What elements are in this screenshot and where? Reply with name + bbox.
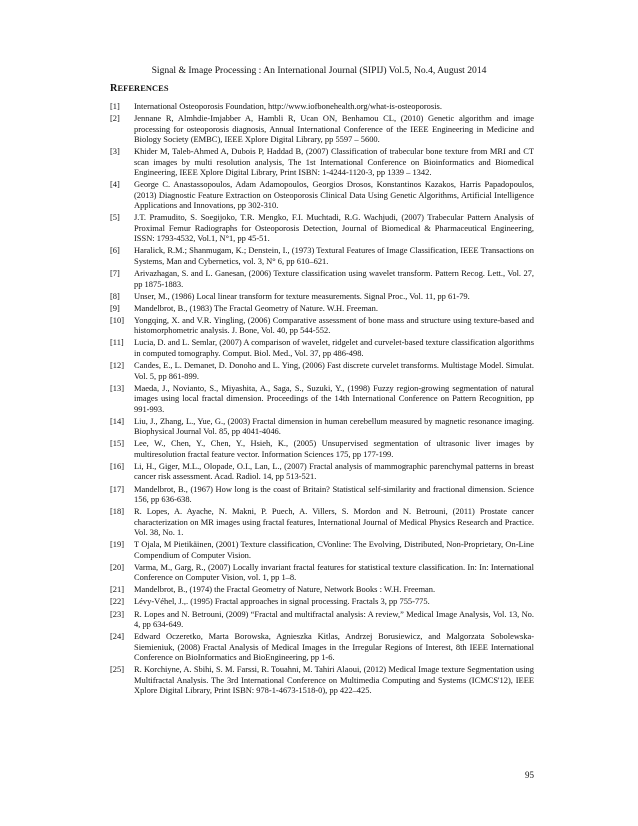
reference-text: Jennane R, Almhdie-Imjabber A, Hambli R, Ucan ON, Benhamou CL, (2010) Genetic algorithm and image processing for osteoporosis diagnosis, Annual International Conference of the IEEE Engineering in Medicine and Biology Society (EMBC), IEEE Xplore Digital Library, pp 5597 – 5600.: [134, 113, 534, 145]
reference-item: [110, 584, 534, 595]
reference-item: [110, 506, 534, 538]
reference-list: [110, 101, 534, 697]
reference-item: [110, 461, 534, 482]
reference-text: Unser, M., (1986) Local linear transform for texture measurements. Signal Proc., Vol. 11, pp 61-79.: [134, 290, 470, 301]
reference-text: Liu, J., Zhang, L., Yue, G., (2003) Fractal dimension in human cerebellum measured by magnetic resonance imaging. Biophysical Journal Vol. 85, pp 4041-4046.: [134, 415, 534, 437]
reference-number: [20]: [110, 561, 125, 572]
reference-number: [17]: [110, 483, 125, 494]
reference-number: [4]: [110, 179, 120, 190]
reference-number: [21]: [110, 584, 125, 595]
references-heading-initial: R: [110, 83, 118, 94]
reference-number: [19]: [110, 539, 125, 550]
reference-number: [23]: [110, 608, 125, 619]
reference-number: [14]: [110, 415, 125, 426]
reference-text: Khider M, Taleb-Ahmed A, Dubois P, Haddad B, (2007) Classification of trabecular bone texture from MRI and CT scan images by multi resolution analysis, The 1st International Conference on Bioinformatics and Biomedical Engineering, IEEE Xplore Digital Library, Print ISBN: 1-4244-1120-3, pp 1339 – 1342.: [134, 146, 534, 178]
reference-text: R. Lopes and N. Betrouni, (2009) “Fractal and multifractal analysis: A review,” Medical Image Analysis, Vol. 13, No. 4, pp 634-649.: [134, 608, 534, 630]
references-heading-rest: EFERENCES: [117, 84, 169, 93]
reference-item: [110, 268, 534, 289]
reference-number: [2]: [110, 113, 120, 124]
reference-item: [110, 101, 534, 112]
reference-number: [6]: [110, 245, 120, 256]
reference-item: [110, 337, 534, 358]
reference-number: [10]: [110, 314, 125, 325]
reference-number: [24]: [110, 631, 125, 642]
reference-item: [110, 360, 534, 381]
reference-text: Candes, E., L. Demanet, D. Donoho and L. Ying, (2006) Fast discrete curvelet transforms. Multistage Model. Simulat. Vol. 5, pp 861-899.: [134, 360, 534, 381]
reference-text: Edward Oczeretko, Marta Borowska, Agnieszka Kitlas, Andrzej Borusiewicz, and Malgorzata Sobolewska-Siemieniuk, (2008) Fractal Analysis of Medical Images in the Irregular Regions of Interest, 8th IEEE International Conference on BioInformatics and BioEngineering, pp 1-6.: [134, 631, 534, 663]
reference-text: Mandelbrot, B., (1967) How long is the coast of Britain? Statistical self-similarity and fractional dimension. Science 156, pp 636-638.: [134, 483, 534, 504]
reference-item: [110, 438, 534, 459]
reference-item: [110, 539, 534, 560]
reference-text: Yongqing, X. and V.R. Yingling, (2006) Comparative assessment of bone mass and structure using texture-based and histomorphometric analysis. J. Bone, Vol. 40, pp 544-552.: [134, 314, 534, 336]
reference-item: [110, 664, 534, 696]
reference-number: [25]: [110, 664, 125, 675]
reference-number: [3]: [110, 146, 120, 157]
reference-text: R. Lopes, A. Ayache, N. Makni, P. Puech, A. Villers, S. Mordon and N. Betrouni, (2011) Prostate cancer characterization on MR images using fractal features, International Journal of Medical Physics Research and Practice. Vol. 38, No. 1.: [134, 506, 534, 538]
reference-item: [110, 212, 534, 244]
reference-text: George C. Anastassopoulos, Adam Adamopoulos, Georgios Drosos, Konstantinos Kazakos, Harris Papadopoulos, (2013) Diagnostic Feature Extraction on Osteoporosis Clinical Data Using Genetic Algorithms, Artificial Intelligence Applications and Innovations, pp 302-310.: [134, 179, 534, 211]
reference-text: Varma, M., Garg, R., (2007) Locally invariant fractal features for statistical texture classification. In: In: International Conference on Computer Vision, vol. 1, pp 1–8.: [134, 561, 534, 583]
reference-text: Maeda, J., Novianto, S., Miyashita, A., Saga, S., Suzuki, Y., (1998) Fuzzy region-growing segmentation of natural images using local fractal dimension. Proceedings of the 14th International Conference on Pattern Recognition, pp 991-993.: [134, 382, 534, 414]
reference-item: [110, 303, 534, 314]
reference-text: Arivazhagan, S. and L. Ganesan, (2006) Texture classification using wavelet transform. Pattern Recog. Lett., Vol. 27, pp 1875-1883.: [134, 268, 534, 289]
reference-text: Mandelbrot, B., (1974) the Fractal Geometry of Nature, Network Books : W.H. Freeman.: [134, 584, 436, 595]
reference-text: Li, H., Giger, M.L., Olopade, O.I., Lan, L., (2007) Fractal analysis of mammographic parenchymal patterns in breast cancer risk assessment. Acad. Radiol. 14, pp 513-521.: [134, 460, 534, 482]
reference-text: T Ojala, M Pietikäinen, (2001) Texture classification, CVonline: The Evolving, Distributed, Non-Proprietary, On-Line Compendium of Computer Vision.: [134, 539, 534, 560]
reference-text: Haralick, R.M.; Shanmugam, K.; Denstein, I., (1973) Textural Features of Image Classification, IEEE Transactions on Systems, Man and Cybernetics, vol. 3, N° 6, pp 610–621.: [134, 245, 534, 266]
reference-item: [110, 562, 534, 583]
reference-number: [11]: [110, 337, 124, 348]
reference-number: [22]: [110, 596, 125, 607]
reference-item: [110, 179, 534, 211]
reference-text: Lee, W., Chen, Y., Chen, Y., Hsieh, K., (2005) Unsupervised segmentation of ultrasonic liver images by multiresolution fractal feature vector. Information Sciences 175, pp 177-199.: [134, 438, 534, 459]
reference-item: [110, 596, 534, 607]
reference-number: [9]: [110, 302, 120, 313]
reference-item: [110, 315, 534, 336]
reference-number: [12]: [110, 360, 125, 371]
references-heading: [110, 83, 169, 95]
reference-text: Lucia, D. and L. Semlar, (2007) A comparison of wavelet, ridgelet and curvelet-based texture classification algorithms in computed tomography. Comput. Biol. Med., Vol. 37, pp 486-498.: [134, 337, 534, 358]
reference-number: [8]: [110, 290, 120, 301]
reference-item: [110, 146, 534, 178]
reference-item: [110, 291, 534, 302]
reference-number: [7]: [110, 268, 120, 279]
reference-number: [1]: [110, 101, 120, 111]
reference-item: [110, 416, 534, 437]
reference-number: [18]: [110, 506, 125, 517]
reference-number: [16]: [110, 460, 125, 471]
reference-item: [110, 484, 534, 505]
reference-item: [110, 383, 534, 415]
reference-number: [15]: [110, 438, 125, 449]
reference-text: International Osteoporosis Foundation, http://www.iofbonehealth.org/what-is-osteoporosis.: [134, 101, 442, 111]
reference-text: Mandelbrot, B., (1983) The Fractal Geometry of Nature. W.H. Freeman.: [134, 302, 378, 313]
reference-item: [110, 609, 534, 630]
reference-text: J.T. Pramudito, S. Soegijoko, T.R. Mengko, F.I. Muchtadi, R.G. Wachjudi, (2007) Trabecular Pattern Analysis of Proximal Femur Radiographs for Osteoporosis Detection, Journal of Biomedical & Pharmaceutical Engineering, ISSN: 1793-4532, Vol.1, N°1, pp 45-51.: [134, 212, 534, 244]
reference-item: [110, 113, 534, 145]
journal-header: Signal & Image Processing : An International Journal (SIPIJ) Vol.5, No.4, August 2014: [151, 65, 487, 76]
reference-item: [110, 631, 534, 663]
page-number: 95: [525, 770, 534, 780]
reference-text: Lévy-Véhel, J.,. (1995) Fractal approaches in signal processing. Fractals 3, pp 755-775.: [134, 596, 430, 607]
reference-item: [110, 245, 534, 266]
reference-text: R. Korchiyne, A. Sbihi, S. M. Farssi, R. Touahni, M. Tahiri Alaoui, (2012) Medical Image texture Segmentation using Multifractal Analysis. The 3rd International Conference on Multimedia Computing and Systems (ICMCS'12), IEEE Xplore Digital Library, Print ISBN: 978-1-4673-1518-0), pp 422–425.: [134, 664, 534, 696]
reference-number: [13]: [110, 382, 125, 393]
reference-number: [5]: [110, 212, 120, 223]
